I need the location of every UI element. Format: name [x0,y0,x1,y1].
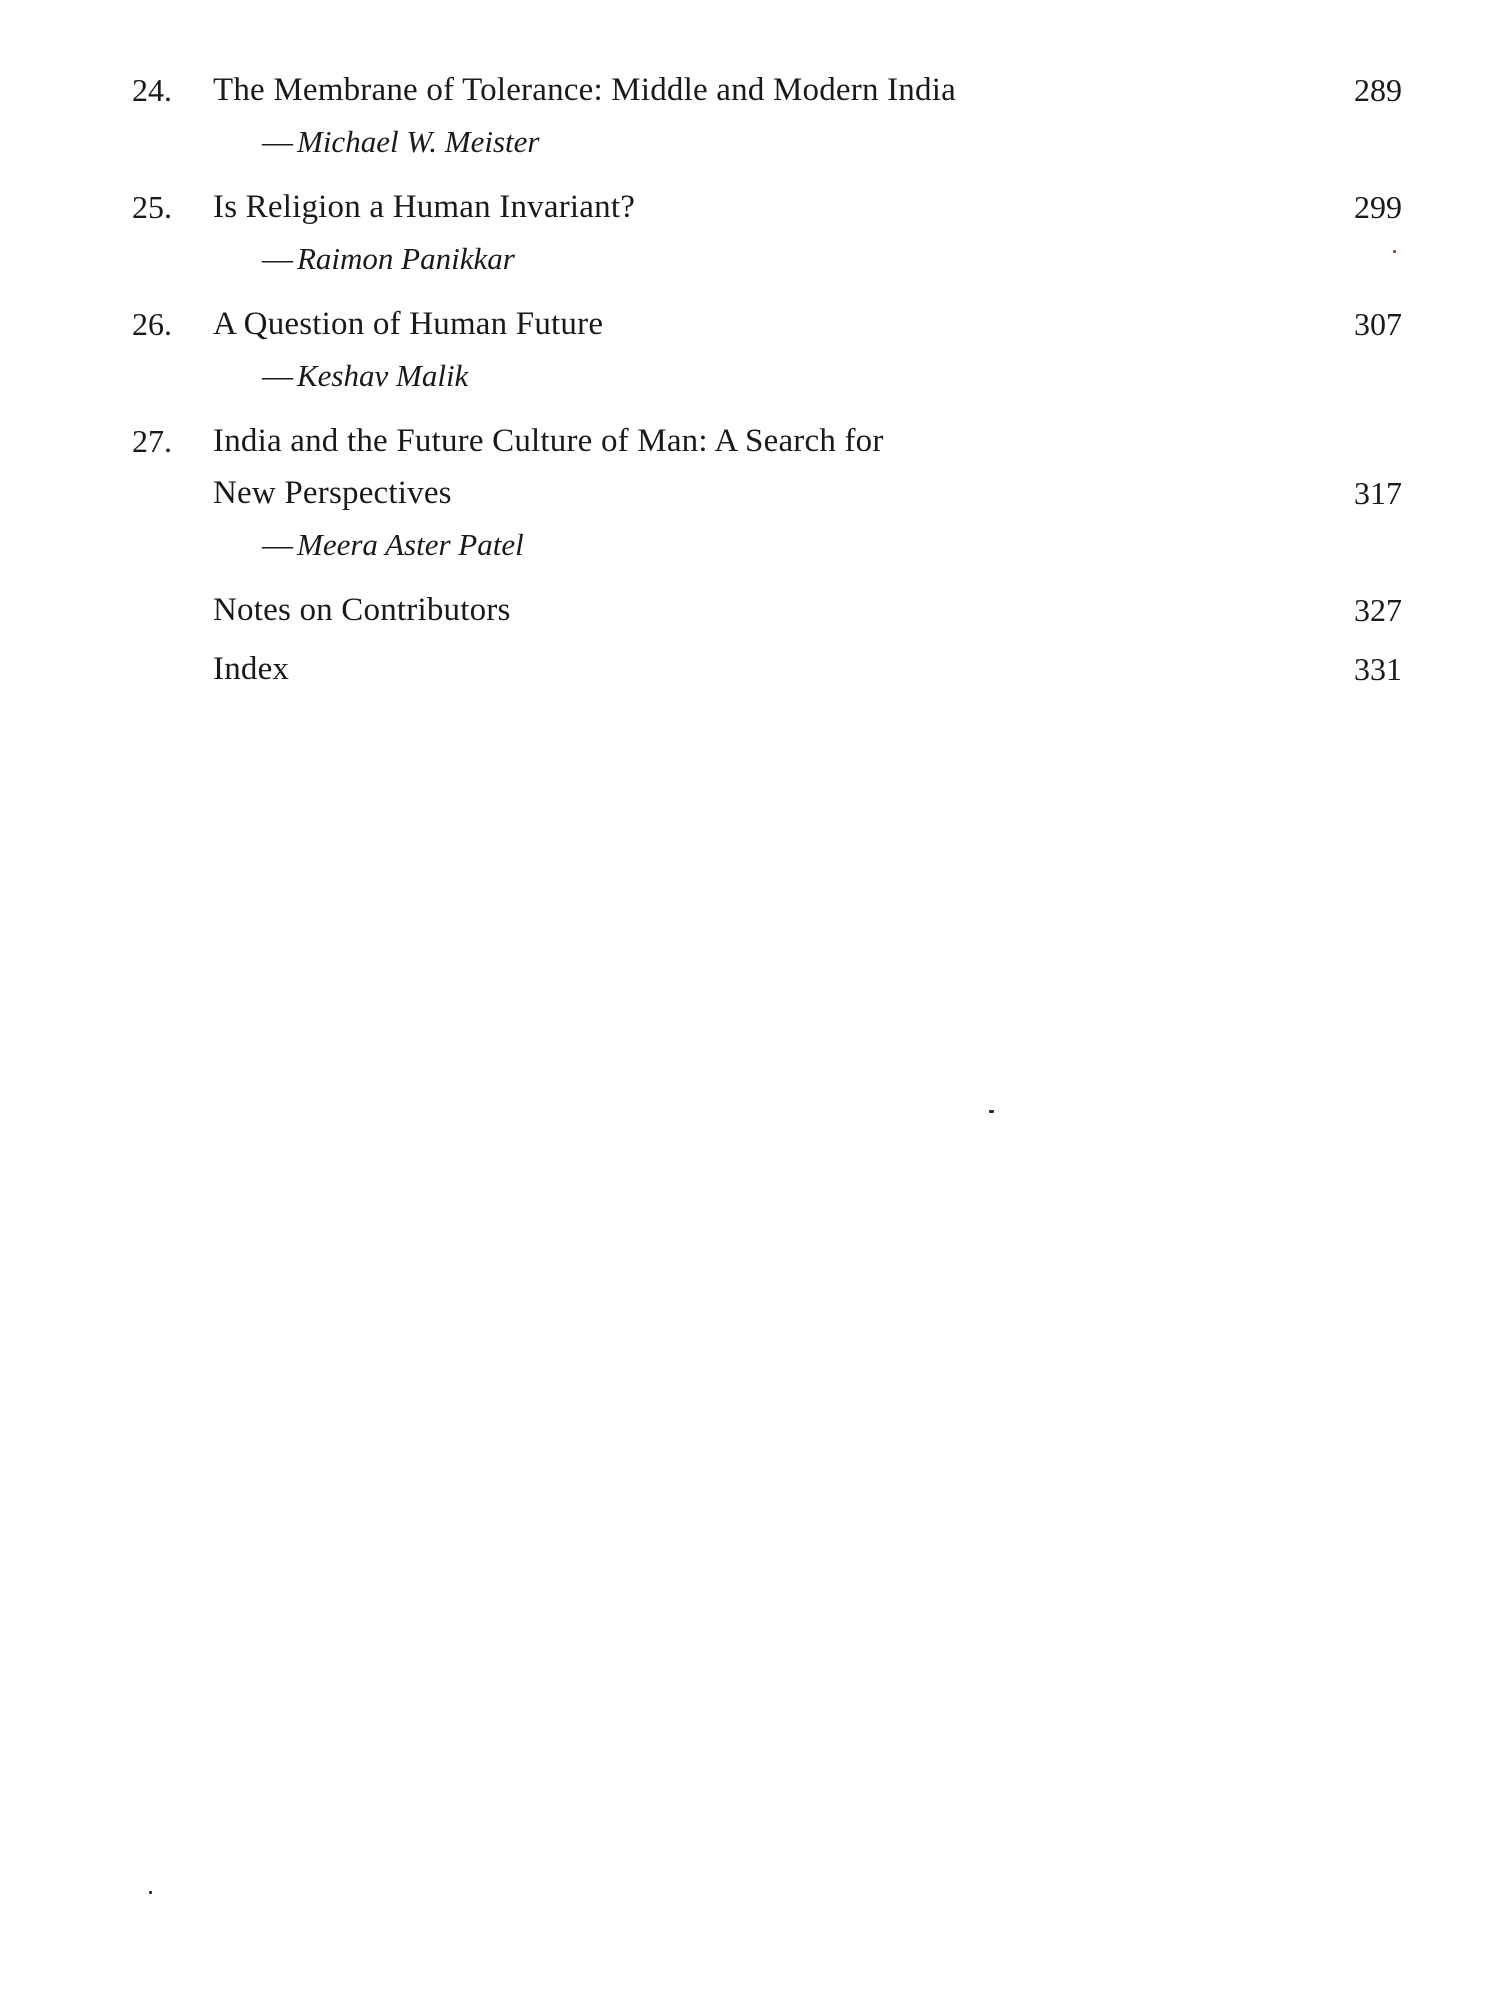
chapter-number: 27. [132,423,172,459]
chapter-number: 25. [132,189,172,225]
page-number: 307 [1354,306,1402,342]
author-name: Keshav Malik [297,358,469,393]
chapter-number: 24. [132,72,172,108]
page-number: 317 [1354,475,1402,511]
page-number: 299 [1354,189,1402,225]
scan-speck [989,1110,994,1113]
author-name: Michael W. Meister [297,124,540,159]
back-matter-title: Notes on Contributors [213,592,511,628]
chapter-author [262,122,540,162]
chapter-author [262,525,524,565]
chapter-title-line-2: New Perspectives [213,475,452,511]
author-dash: — [262,241,293,276]
page-number: 327 [1354,592,1402,628]
chapter-number: 26. [132,306,172,342]
author-name: Meera Aster Patel [297,527,524,562]
author-name: Raimon Panikkar [297,241,515,276]
author-dash: — [262,527,293,562]
page-number: 289 [1354,72,1402,108]
chapter-title-line-1: India and the Future Culture of Man: A Search for [213,423,884,459]
chapter-title: Is Religion a Human Invariant? [213,189,636,225]
chapter-author [262,356,468,396]
back-matter-title: Index [213,651,290,687]
page-number: 331 [1354,651,1402,687]
scan-speck [1393,250,1396,253]
author-dash: — [262,124,293,159]
chapter-title: The Membrane of Tolerance: Middle and Modern India [213,72,956,108]
scan-speck [149,1891,152,1894]
author-dash: — [262,358,293,393]
chapter-title: A Question of Human Future [213,306,604,342]
chapter-author [262,239,515,279]
